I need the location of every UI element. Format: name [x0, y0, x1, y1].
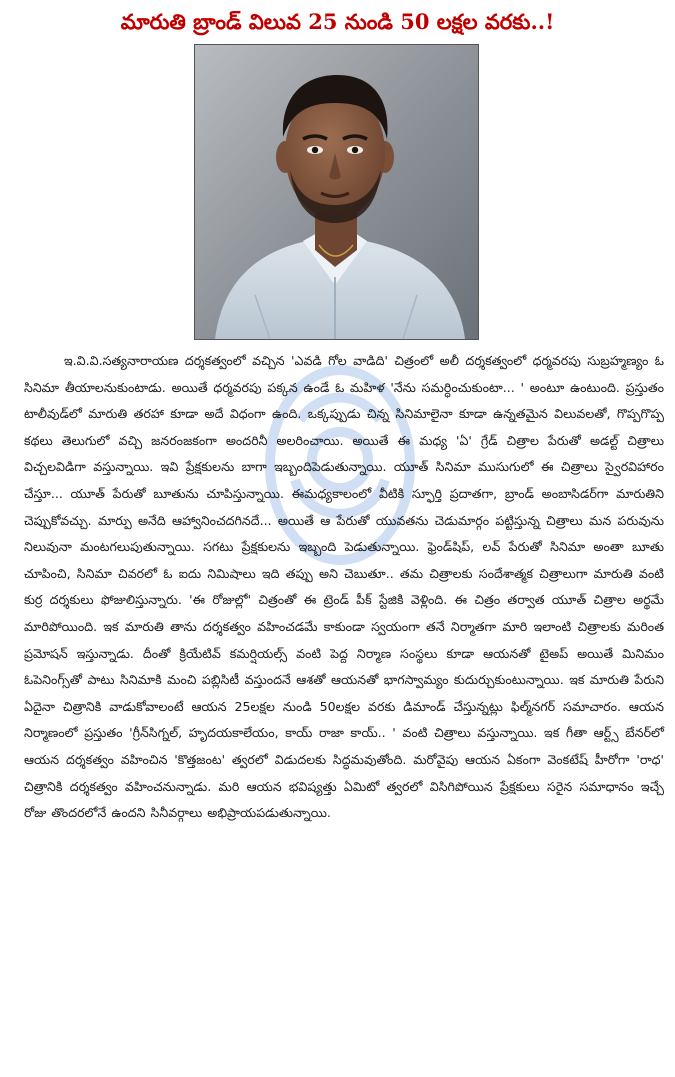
portrait-image — [195, 45, 478, 339]
headline: మారుతి బ్రాండ్ విలువ 25 నుండి 50 లక్షల వరకు..! — [120, 9, 555, 34]
article-photo — [194, 44, 479, 340]
article-body: ఇ.వి.వి.సత్యనారాయణ దర్శకత్వంలో వచ్చిన 'ఎవడి గోల వాడిది' చిత్రంలో అలీ దర్శకత్వంలో ధర్మవరపు సుబ్రహ్మణ్యం ఓ సినిమా తీయాలనుకుంటాడు. అయితే ధర్మవరపు పక్కన ఉండే ఓ మహిళ 'నేను సమర్ధించుకుంటా... ' అంటూ ఉంటుంది. ప్రస్తుతం టాలీవుడ్‌లో మారుతి తరహా కూడా అదే విధంగా ఉంది. ఒక్కప్పుడు చిన్న సినిమాలైనా కూడా ఉన్నతమైన విలువలతో, గొప్పగొప్ప కథలు తెలుగులో వచ్చి జనరంజకంగా అందరినీ అలరించాయి. అయితే ఈ మధ్య 'ఏ' గ్రేడ్ చిత్రాల పేరుతో అడల్ట్ చిత్రాలు విచ్చలవిడిగా వస్తున్నాయి. ఇవి ప్రేక్షకులను బాగా ఇబ్బందిపెడుతున్నాయి. యూత్ సినిమా ముసుగులో ఈ చిత్రాలు స్వైరవిహారం చేస్తూ... యూత్ పేరుతో బూతును చూపిస్తున్నాయి. ఈమధ్యకాలంలో వీటికి స్ఫూర్తి ప్రదాతగా, బ్రాండ్ అంబాసిడర్‌గా మారుతిని చెప్పుకోవచ్చు. మార్పు అనేది ఆహ్వానించదగినదే... అయితే ఆ పేరుతో యువతను చెడుమార్గం పట్టిస్తున్న చిత్రాలు మన పరువును నిలువునా మంటగలుపుతున్నాయి. సగటు ప్రేక్షకులను ఇబ్బంది పెడుతున్నాయి. ఫ్రెండ్‌షిప్, లవ్ పేరుతో సినిమా అంతా బూతు చూపించి, సినిమా చివరలో ఓ ఐదు నిమిషాలు ఇది తప్పు అని చెబుతూ.. తమ చిత్రాలకు సందేశాత్మక చిత్రాలుగా మారుతి వంటి కుర్ర దర్శకులు ఫోజులిస్తున్నారు. 'ఈ రోజుల్లో' చిత్రంతో ఈ ట్రెండ్ పీక్ స్టేజికి వెళ్లింది. ఈ చిత్రం తర్వాత యూత్ చిత్రాల అర్థమే మారిపోయింది. ఇక మారుతి తాను దర్శకత్వం వహించడమే కాకుండా స్వయంగా తనే నిర్మాతగా మారి ఇలాంటి చిత్రాలకు మరింత ప్రమోషన్ ఇస్తున్నాడు. దీంతో క్రియేటివ్ కమర్షియల్స్ వంటి పెద్ద నిర్మాణ సంస్థలు కూడా ఆయనతో టైఅప్ అయితే మినిమం ఓపెనింగ్స్‌తో పాటు సినిమాకి మంచి పబ్లిసిటీ వస్తుందనే ఆశతో ఆయనతో భాగస్వామ్యం కుదుర్చుకుంటున్నాయి. ఇక మారుతి పేరుని ఏదైనా చిత్రానికి వాడుకోవాలంటే ఆయన 25లక్షల నుండి 50లక్షల వరకు డిమాండ్ చేస్తున్నట్లు ఫిల్మ్‌నగర్ సమాచారం. ఆయన నిర్మాణంలో ప్రస్తుతం 'గ్రీన్‌సిగ్నల్, హృదయకాలేయం, కాయ్ రాజా కాయ్.. ' వంటి చిత్రాలు వస్తున్నాయి. ఇక గీతా ఆర్ట్స్ బేనర్‌లో ఆయన దర్శకత్వం వహించిన 'కొత్తజంట' త్వరలో విడుదలకు సిద్ధమవుతోంది. మరోవైపు ఆయన ఏకంగా వెంకటేష్ హీరోగా 'రాధ' చిత్రానికి దర్శకత్వం వహించనున్నాడు. మరి ఆయన భవిష్యత్తు ఏమిటో త్వరలో విసిగిపోయిన ప్రేక్షకులు సరైన సమాధానం ఇచ్చే రోజు తొందరలోనే ఉందని సినీవర్గాలు అభిప్రాయపడుతున్నాయి. — [24, 353, 664, 821]
